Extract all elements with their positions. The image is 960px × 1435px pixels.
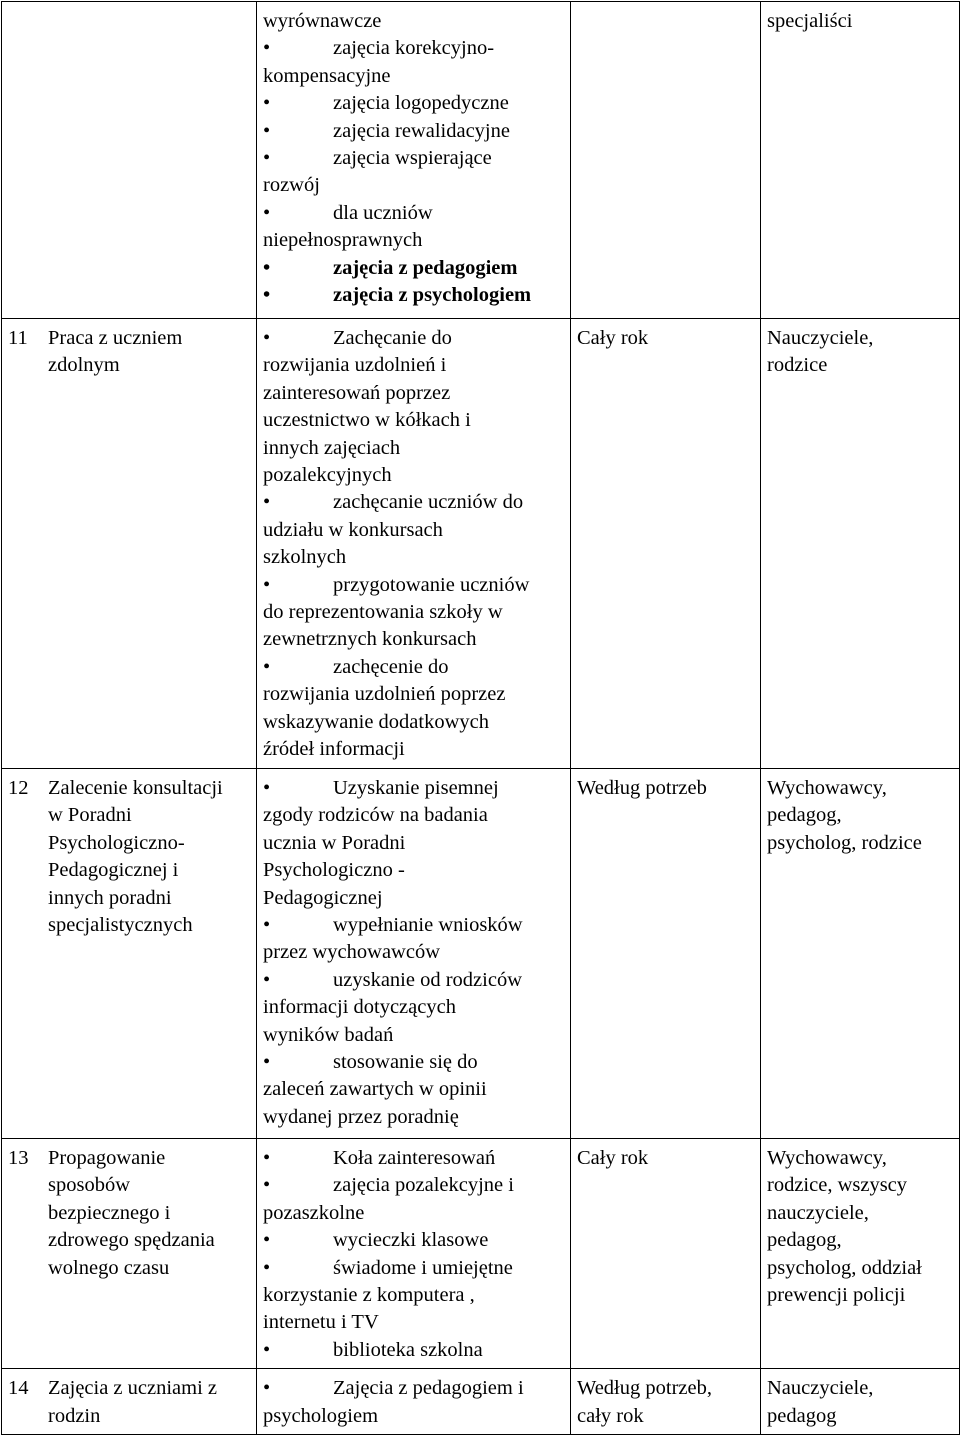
bullet-icon: •: [263, 573, 271, 596]
activity-text: zajęcia z pedagogiem: [333, 256, 518, 279]
activity-item: [263, 118, 564, 145]
responsible-line: rodzice: [767, 354, 828, 377]
activity-line: zgody rodziców na badania: [263, 804, 488, 827]
responsible-line: Wychowawcy,: [767, 777, 887, 799]
activity-line: udziału w konkursach: [263, 518, 443, 541]
activity-line: [263, 255, 564, 282]
activities-cell: [257, 769, 571, 1139]
activity-line: zaleceń zawartych w opinii: [263, 1078, 487, 1101]
activity-text: zajęcia rewalidacyjne: [333, 119, 510, 142]
activity-text: zajęcia pozalekcyjne i: [333, 1174, 514, 1197]
activity-item: [263, 1049, 564, 1131]
activity-line: [263, 145, 564, 172]
task-title-line: w Poradni: [48, 804, 132, 827]
time-line: Według potrzeb,: [577, 1377, 712, 1400]
task-title-line: Zalecenie konsultacji: [48, 777, 223, 799]
activity-item: [263, 775, 564, 912]
activity-line: źródeł informacji: [263, 738, 405, 761]
bullet-icon: •: [263, 327, 271, 349]
activity-text: przygotowanie uczniów: [333, 573, 530, 596]
responsible-line: psycholog, oddział: [767, 1256, 922, 1279]
bullet-icon: •: [263, 92, 271, 115]
responsible-line: pedagog,: [767, 1229, 842, 1252]
activity-text: wypełnianie wniosków: [333, 914, 523, 937]
plan-table: [1, 1, 960, 1435]
activity-line: przez wychowawców: [263, 941, 441, 964]
activity-line: Pedagogicznej: [263, 886, 383, 909]
activity-text: stosowanie się do: [333, 1051, 478, 1074]
responsible-cell: [761, 769, 960, 1139]
responsible-cell: [761, 1139, 960, 1369]
responsible-line: Nauczyciele,: [767, 327, 874, 349]
activity-line: [263, 118, 564, 145]
task-cell: [2, 319, 257, 769]
activity-item: [263, 489, 564, 571]
time-cell: [571, 319, 761, 769]
task-title-line: innych poradni: [48, 886, 172, 909]
activity-item: [263, 1375, 564, 1430]
activity-item: [263, 282, 564, 309]
activity-line: wyrównawcze: [263, 10, 382, 32]
responsible-line: pedagog: [767, 1404, 837, 1427]
responsible-line: rodzice, wszyscy: [767, 1174, 908, 1197]
activity-item: [263, 912, 564, 967]
activity-line: rozwijania uzdolnień poprzez: [263, 683, 506, 706]
activity-line: pozalekcyjnych: [263, 464, 392, 487]
activity-text: Koła zainteresowań: [333, 1147, 496, 1169]
task-title: [48, 1145, 256, 1282]
activity-item: [263, 967, 564, 1049]
activity-line: [263, 90, 564, 117]
bullet-icon: •: [263, 1174, 271, 1197]
activity-item: [263, 35, 564, 90]
task-title-line: Zajęcia z uczniami z: [48, 1377, 218, 1400]
activity-line: [263, 1227, 564, 1254]
responsible-line: psycholog, rodzice: [767, 831, 922, 854]
bullet-icon: •: [263, 201, 271, 224]
activity-line: [263, 912, 564, 939]
activity-line: [263, 200, 564, 227]
time-line: Cały rok: [577, 327, 649, 349]
activity-line: [263, 35, 564, 62]
time-cell: [571, 1139, 761, 1369]
task-title-line: Propagowanie: [48, 1147, 166, 1169]
activity-line: [263, 1049, 564, 1076]
time-line: Cały rok: [577, 1147, 649, 1169]
activity-item: [263, 1172, 564, 1227]
responsible-line: pedagog,: [767, 804, 842, 827]
responsible-line: specjaliści: [767, 10, 853, 32]
bullet-icon: •: [263, 1051, 271, 1074]
responsible-cell: [761, 2, 960, 319]
activity-line: [263, 282, 564, 309]
activity-text: uzyskanie od rodziców: [333, 968, 522, 991]
activity-item: [263, 255, 564, 282]
activity-line: [263, 775, 564, 802]
responsible-cell: [761, 1369, 960, 1435]
task-title-line: zdolnym: [48, 354, 120, 377]
activity-line: korzystanie z komputera ,: [263, 1284, 475, 1307]
activity-item: [263, 1255, 564, 1337]
activity-item: [263, 8, 564, 35]
row-number: 12: [8, 777, 29, 799]
bullet-icon: •: [263, 147, 271, 170]
bullet-icon: •: [263, 968, 271, 991]
activity-item: [263, 90, 564, 117]
activity-text: biblioteka szkolna: [333, 1338, 483, 1361]
activity-text: zajęcia z psychologiem: [333, 284, 532, 307]
activity-item: [263, 1227, 564, 1254]
activity-text: zachęcenie do: [333, 655, 449, 678]
activity-line: [263, 1337, 564, 1364]
bullet-icon: •: [263, 777, 271, 799]
activity-line: rozwijania uzdolnień i: [263, 354, 447, 377]
activity-item: [263, 1145, 564, 1172]
time-cell: [571, 2, 761, 319]
time-line: Według potrzeb: [577, 777, 707, 799]
activity-line: informacji dotyczących: [263, 996, 456, 1019]
responsible-cell: [761, 319, 960, 769]
activity-line: uczestnictwo w kółkach i: [263, 409, 471, 432]
bullet-icon: •: [263, 1377, 271, 1400]
activity-line: zainteresowań poprzez: [263, 381, 451, 404]
activity-line: [263, 967, 564, 994]
activity-line: ucznia w Poradni: [263, 831, 406, 854]
bullet-icon: •: [263, 256, 271, 279]
activity-line: [263, 1255, 564, 1282]
task-cell: [2, 1139, 257, 1369]
time-cell: [571, 769, 761, 1139]
activity-line: [263, 572, 564, 599]
activity-line: internetu i TV: [263, 1311, 379, 1334]
row-number: 13: [8, 1147, 29, 1169]
table-row: [2, 1369, 960, 1435]
task-title-line: Psychologiczno-: [48, 831, 185, 854]
task-title-line: Praca z uczniem: [48, 327, 183, 349]
task-title: [48, 775, 256, 939]
activity-line: [263, 1145, 564, 1172]
activities-cell: [257, 319, 571, 769]
bullet-icon: •: [263, 1147, 271, 1169]
table-row: [2, 1139, 960, 1369]
task-title-line: rodzin: [48, 1404, 101, 1427]
activities-cell: [257, 1139, 571, 1369]
table-row: [2, 319, 960, 769]
activities-cell: [257, 2, 571, 319]
activity-line: wydanej przez poradnię: [263, 1105, 459, 1128]
time-line: cały rok: [577, 1404, 644, 1427]
activity-text: zajęcia logopedyczne: [333, 92, 509, 115]
task-cell: [2, 2, 257, 319]
activity-line: innych zajęciach: [263, 436, 401, 459]
task-title-line: sposobów: [48, 1174, 131, 1197]
table-row: [2, 2, 960, 319]
task-title-line: bezpiecznego i: [48, 1201, 171, 1224]
activity-item: [263, 654, 564, 764]
activity-line: do reprezentowania szkoły w: [263, 601, 503, 624]
activity-line: [263, 325, 564, 352]
activity-line: [263, 1375, 564, 1402]
responsible-line: nauczyciele,: [767, 1201, 869, 1224]
bullet-icon: •: [263, 37, 271, 60]
task-title-line: zdrowego spędzania: [48, 1229, 215, 1252]
bullet-icon: •: [263, 491, 271, 514]
activity-item: [263, 145, 564, 200]
activity-line: [263, 654, 564, 681]
time-cell: [571, 1369, 761, 1435]
activity-line: wskazywanie dodatkowych: [263, 710, 490, 733]
task-cell: [2, 769, 257, 1139]
activity-text: Uzyskanie pisemnej: [333, 777, 499, 799]
activity-text: zajęcia korekcyjno-: [333, 37, 495, 60]
responsible-line: Nauczyciele,: [767, 1377, 874, 1400]
activity-item: [263, 200, 564, 255]
bullet-icon: •: [263, 655, 271, 678]
activity-item: [263, 572, 564, 654]
activity-line: wyników badań: [263, 1023, 394, 1046]
bullet-icon: •: [263, 1256, 271, 1279]
task-title: [48, 1375, 256, 1430]
table-row: [2, 769, 960, 1139]
task-title-line: specjalistycznych: [48, 914, 193, 937]
task-title-line: Pedagogicznej i: [48, 859, 179, 882]
responsible-line: prewencji policji: [767, 1284, 906, 1307]
activity-text: zajęcia wspierające: [333, 147, 492, 170]
activity-line: pozaszkolne: [263, 1201, 365, 1224]
activity-text: zachęcanie uczniów do: [333, 491, 524, 514]
activity-line: psychologiem: [263, 1404, 379, 1427]
bullet-icon: •: [263, 1229, 271, 1252]
plan-table-body: [2, 2, 960, 1435]
activity-line: [263, 1172, 564, 1199]
task-title: [48, 325, 256, 380]
bullet-icon: •: [263, 284, 271, 307]
activity-item: [263, 1337, 564, 1364]
activity-line: szkolnych: [263, 546, 347, 569]
responsible-line: Wychowawcy,: [767, 1147, 887, 1169]
activity-line: rozwój: [263, 174, 320, 197]
task-title-line: wolnego czasu: [48, 1256, 170, 1279]
activity-item: [263, 325, 564, 489]
activity-line: niepełnosprawnych: [263, 229, 423, 252]
bullet-icon: •: [263, 1338, 271, 1361]
activity-text: Zachęcanie do: [333, 327, 452, 349]
activities-cell: [257, 1369, 571, 1435]
bullet-icon: •: [263, 914, 271, 937]
activity-line: kompensacyjne: [263, 64, 391, 87]
activity-line: Psychologiczno -: [263, 859, 405, 882]
task-cell: [2, 1369, 257, 1435]
row-number: 14: [8, 1377, 29, 1400]
activity-text: Zajęcia z pedagogiem i: [333, 1377, 524, 1400]
activity-line: [263, 489, 564, 516]
row-number: 11: [8, 327, 28, 349]
activity-text: świadome i umiejętne: [333, 1256, 513, 1279]
activity-text: wycieczki klasowe: [333, 1229, 489, 1252]
bullet-icon: •: [263, 119, 271, 142]
activity-text: dla uczniów: [333, 201, 433, 224]
activity-line: zewnetrznych konkursach: [263, 628, 477, 651]
